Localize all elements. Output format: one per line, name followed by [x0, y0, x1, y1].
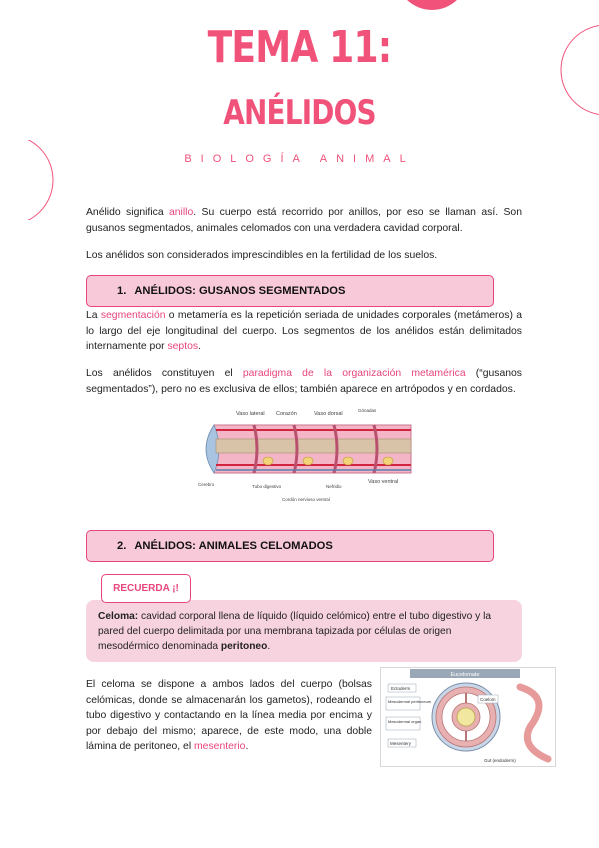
intro-paragraph-2: Los anélidos son considerados imprescindibles en la fertilidad de los suelos.	[86, 250, 438, 261]
section-1-heading: 1. ANÉLIDOS: GUSANOS SEGMENTADOS	[86, 275, 494, 307]
left-arc-decoration	[0, 140, 60, 220]
section-2-heading: 2. ANÉLIDOS: ANIMALES CELOMADOS	[86, 530, 494, 562]
celoma-definition: Celoma: cavidad corporal llena de líquido (líquido celómico) entre el tubo digestivo y la pared del cuerpo delimitada por una membrana tapizada por células de origen mesodérmico denominada peritoneo.	[98, 611, 492, 652]
right-arc-decoration	[556, 20, 599, 120]
eucelomate-cross-section-figure	[380, 667, 556, 767]
page-title: TEMA 11:	[207, 22, 392, 73]
recuerda-badge: RECUERDA ¡!	[101, 574, 191, 603]
label-gut-endoderm: Gut (endoderm)	[484, 758, 516, 763]
section-1-paragraph-1: La segmentación o metamería es la repetición seriada de unidades corporales (metámeros) a lo largo del eje longitudinal del cuerpo. Los segmentos de los anélidos están delimitados internamente por septos.	[86, 310, 522, 352]
page-subtitle-anelidos: ANÉLIDOS	[223, 93, 376, 133]
label-mesodermal-organ: Mesodermal organ	[388, 719, 422, 724]
label-coelom: Coelom	[480, 697, 496, 702]
label-mesodermal-peritoneum: Mesodermal peritoneum	[388, 699, 432, 704]
eucelomate-header: Eucelomate	[450, 672, 480, 678]
highlight-mesenterio: mesenterio	[194, 741, 246, 752]
label-cerebro: Cerebro	[198, 482, 215, 487]
celoma-paragraph: El celoma se dispone a ambos lados del cuerpo (bolsas celómicas, donde se almacenarán los gametos), rodeando el tubo digestivo y contactando en la línea media por encima y por debajo del mismo; aparece, de este modo, una doble lámina de peritoneo, el mesenterio.	[86, 679, 372, 752]
label-cordon-nervioso: Cordón nervioso ventral	[282, 497, 330, 502]
celoma-definition-box	[86, 600, 522, 662]
label-vaso-ventral: Vaso ventral	[368, 479, 399, 485]
label-gonadas: Gónadas	[358, 408, 377, 413]
annelid-segmentation-figure	[196, 403, 416, 508]
highlight-paradigma: paradigma de la organización metamérica	[242, 368, 466, 379]
highlight-segmentacion: segmentación	[100, 310, 166, 321]
intro-paragraph-1: Anélido significa anillo. Su cuerpo está recorrido por anillos, por eso se llaman así. Son gusanos segmentados, animales celomados con una verdadera cavidad corporal.	[86, 207, 522, 234]
label-mesentery: Mesentery	[390, 741, 412, 746]
highlight-anillo: anillo	[169, 207, 194, 218]
highlight-septos: septos	[167, 341, 199, 352]
label-ectoderm: Ectoderm	[391, 686, 411, 691]
label-vaso-lateral: Vaso lateral	[236, 411, 265, 417]
label-nefridio: Nefridio	[326, 484, 342, 489]
label-corazon: Corazón	[276, 411, 297, 417]
course-subtitle: BIOLOGÍA ANIMAL	[184, 153, 415, 165]
label-vaso-dorsal: Vaso dorsal	[314, 411, 343, 417]
label-tubo-digestivo: Tubo digestivo	[252, 484, 282, 489]
section-1-paragraph-2: Los anélidos constituyen el paradigma de la organización metamérica (“gusanos segmentados”), pero no es exclusiva de ellos; también aparece en artrópodos y en cordados.	[86, 368, 523, 395]
